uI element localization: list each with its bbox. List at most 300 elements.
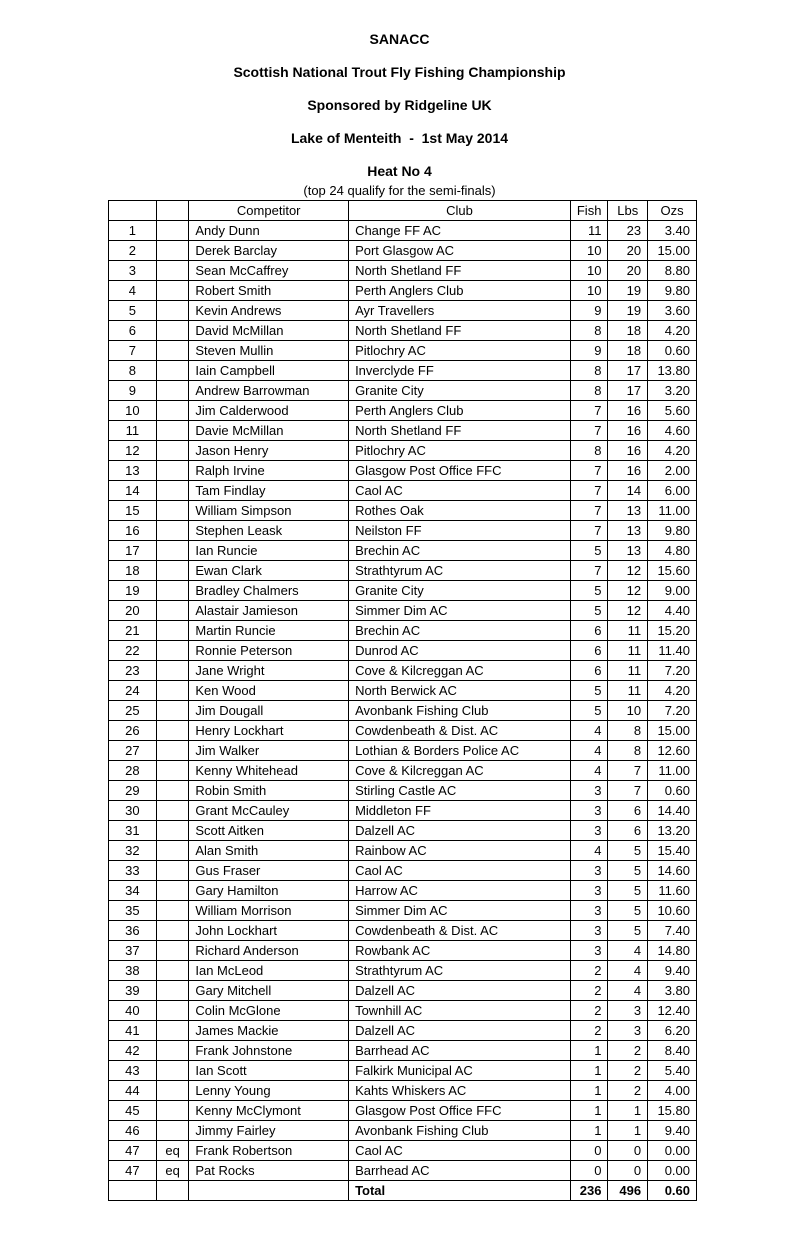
club-cell: Strathtyrum AC bbox=[349, 961, 571, 981]
tie-mark-cell bbox=[156, 841, 189, 861]
lbs-cell: 1 bbox=[608, 1101, 648, 1121]
competitor-cell: Scott Aitken bbox=[189, 821, 349, 841]
tie-mark-cell bbox=[156, 201, 189, 221]
fish-cell: 5 bbox=[570, 701, 608, 721]
lbs-cell: 10 bbox=[608, 701, 648, 721]
sponsor-line: Sponsored by Ridgeline UK bbox=[307, 97, 492, 113]
position-cell: 32 bbox=[109, 841, 157, 861]
table-row bbox=[109, 801, 697, 821]
lbs-cell: 16 bbox=[608, 421, 648, 441]
ozs-cell: 3.20 bbox=[648, 381, 697, 401]
tie-mark-cell bbox=[156, 561, 189, 581]
tie-mark-cell bbox=[156, 621, 189, 641]
table-row bbox=[109, 421, 697, 441]
lbs-cell: 5 bbox=[608, 901, 648, 921]
club-cell: Townhill AC bbox=[349, 1001, 571, 1021]
lbs-cell: 16 bbox=[608, 401, 648, 421]
position-cell bbox=[109, 201, 157, 221]
lbs-cell: 4 bbox=[608, 961, 648, 981]
competitor-cell: David McMillan bbox=[189, 321, 349, 341]
club-cell: Perth Anglers Club bbox=[349, 281, 571, 301]
club-cell: Avonbank Fishing Club bbox=[349, 701, 571, 721]
position-cell: 21 bbox=[109, 621, 157, 641]
competitor-cell: Derek Barclay bbox=[189, 241, 349, 261]
tie-mark-cell: eq bbox=[156, 1161, 189, 1181]
ozs-cell: 4.20 bbox=[648, 681, 697, 701]
table-row bbox=[109, 1001, 697, 1021]
position-cell: 4 bbox=[109, 281, 157, 301]
position-cell: 8 bbox=[109, 361, 157, 381]
tie-mark-cell bbox=[156, 301, 189, 321]
championship-title: Scottish National Trout Fly Fishing Championship bbox=[233, 64, 566, 80]
fish-cell: 8 bbox=[570, 361, 608, 381]
competitor-cell: Jane Wright bbox=[189, 661, 349, 681]
tie-mark-cell bbox=[156, 641, 189, 661]
competitor-cell bbox=[189, 1181, 349, 1201]
position-cell: 38 bbox=[109, 961, 157, 981]
ozs-cell: 15.40 bbox=[648, 841, 697, 861]
position-cell: 9 bbox=[109, 381, 157, 401]
position-cell: 15 bbox=[109, 501, 157, 521]
fish-cell: 3 bbox=[570, 941, 608, 961]
table-row bbox=[109, 861, 697, 881]
club-cell: Lothian & Borders Police AC bbox=[349, 741, 571, 761]
lbs-cell: 11 bbox=[608, 621, 648, 641]
tie-mark-cell bbox=[156, 281, 189, 301]
club-cell: Cove & Kilcreggan AC bbox=[349, 761, 571, 781]
ozs-cell: 9.00 bbox=[648, 581, 697, 601]
lbs-cell: 11 bbox=[608, 661, 648, 681]
fish-cell: 7 bbox=[570, 461, 608, 481]
ozs-cell: 4.60 bbox=[648, 421, 697, 441]
competitor-cell: James Mackie bbox=[189, 1021, 349, 1041]
ozs-cell: 0.60 bbox=[648, 1181, 697, 1201]
table-row bbox=[109, 301, 697, 321]
position-cell: 6 bbox=[109, 321, 157, 341]
ozs-cell: 15.20 bbox=[648, 621, 697, 641]
ozs-cell: 3.60 bbox=[648, 301, 697, 321]
lbs-cell: 0 bbox=[608, 1141, 648, 1161]
fish-cell: 6 bbox=[570, 661, 608, 681]
lbs-cell: 11 bbox=[608, 681, 648, 701]
table-row bbox=[109, 401, 697, 421]
lbs-cell: 6 bbox=[608, 801, 648, 821]
position-cell: 26 bbox=[109, 721, 157, 741]
fish-cell: 4 bbox=[570, 741, 608, 761]
fish-cell: 7 bbox=[570, 501, 608, 521]
ozs-cell: 9.40 bbox=[648, 961, 697, 981]
position-cell: 1 bbox=[109, 221, 157, 241]
table-row bbox=[109, 761, 697, 781]
lbs-cell: 8 bbox=[608, 721, 648, 741]
table-row bbox=[109, 1161, 697, 1181]
table-row bbox=[109, 241, 697, 261]
position-cell: 13 bbox=[109, 461, 157, 481]
fish-cell: 4 bbox=[570, 841, 608, 861]
competitor-cell: Kenny Whitehead bbox=[189, 761, 349, 781]
table-row bbox=[109, 481, 697, 501]
position-cell: 23 bbox=[109, 661, 157, 681]
tie-mark-cell bbox=[156, 941, 189, 961]
lbs-cell: 20 bbox=[608, 241, 648, 261]
competitor-cell: Martin Runcie bbox=[189, 621, 349, 641]
tie-mark-cell bbox=[156, 441, 189, 461]
lbs-cell: 23 bbox=[608, 221, 648, 241]
fish-cell: 5 bbox=[570, 601, 608, 621]
competitor-cell: Andy Dunn bbox=[189, 221, 349, 241]
table-row bbox=[109, 1081, 697, 1101]
ozs-cell: 15.00 bbox=[648, 721, 697, 741]
fish-cell: 2 bbox=[570, 961, 608, 981]
competitor-cell: Gary Hamilton bbox=[189, 881, 349, 901]
fish-cell: 7 bbox=[570, 401, 608, 421]
tie-mark-cell bbox=[156, 921, 189, 941]
club-cell: Neilston FF bbox=[349, 521, 571, 541]
ozs-cell: 14.80 bbox=[648, 941, 697, 961]
fish-cell: 236 bbox=[570, 1181, 608, 1201]
tie-mark-cell bbox=[156, 1021, 189, 1041]
lbs-cell: 4 bbox=[608, 981, 648, 1001]
table-row bbox=[109, 461, 697, 481]
fish-cell: 7 bbox=[570, 421, 608, 441]
table-row bbox=[109, 281, 697, 301]
fish-cell: 7 bbox=[570, 481, 608, 501]
position-cell: 31 bbox=[109, 821, 157, 841]
club-cell: Change FF AC bbox=[349, 221, 571, 241]
club-cell: Barrhead AC bbox=[349, 1041, 571, 1061]
ozs-cell: 7.20 bbox=[648, 661, 697, 681]
table-row bbox=[109, 981, 697, 1001]
club-cell: Cowdenbeath & Dist. AC bbox=[349, 921, 571, 941]
tie-mark-cell bbox=[156, 541, 189, 561]
competitor-cell: Andrew Barrowman bbox=[189, 381, 349, 401]
tie-mark-cell bbox=[156, 781, 189, 801]
fish-cell: 8 bbox=[570, 381, 608, 401]
position-cell: 25 bbox=[109, 701, 157, 721]
lbs-cell: 12 bbox=[608, 581, 648, 601]
lbs-cell: 7 bbox=[608, 781, 648, 801]
competitor-cell: Tam Findlay bbox=[189, 481, 349, 501]
lbs-cell: 11 bbox=[608, 641, 648, 661]
competitor-cell: Kenny McClymont bbox=[189, 1101, 349, 1121]
club-cell: Kahts Whiskers AC bbox=[349, 1081, 571, 1101]
competitor-cell: Alastair Jamieson bbox=[189, 601, 349, 621]
ozs-cell: 4.20 bbox=[648, 441, 697, 461]
fish-cell: 10 bbox=[570, 281, 608, 301]
club-cell: Club bbox=[349, 201, 571, 221]
position-cell: 33 bbox=[109, 861, 157, 881]
club-cell: Harrow AC bbox=[349, 881, 571, 901]
table-row bbox=[109, 261, 697, 281]
ozs-cell: 6.00 bbox=[648, 481, 697, 501]
club-cell: Rowbank AC bbox=[349, 941, 571, 961]
table-row bbox=[109, 781, 697, 801]
club-cell: Pitlochry AC bbox=[349, 341, 571, 361]
fish-cell: 6 bbox=[570, 641, 608, 661]
club-cell: Strathtyrum AC bbox=[349, 561, 571, 581]
position-cell: 20 bbox=[109, 601, 157, 621]
tie-mark-cell bbox=[156, 521, 189, 541]
table-row bbox=[109, 601, 697, 621]
position-cell: 12 bbox=[109, 441, 157, 461]
ozs-cell: 11.60 bbox=[648, 881, 697, 901]
fish-cell: 7 bbox=[570, 521, 608, 541]
table-row bbox=[109, 681, 697, 701]
club-cell: Barrhead AC bbox=[349, 1161, 571, 1181]
tie-mark-cell bbox=[156, 481, 189, 501]
table-row bbox=[109, 941, 697, 961]
fish-cell: 3 bbox=[570, 901, 608, 921]
ozs-cell: 4.80 bbox=[648, 541, 697, 561]
lbs-cell: 18 bbox=[608, 321, 648, 341]
lbs-cell: 17 bbox=[608, 361, 648, 381]
competitor-cell: John Lockhart bbox=[189, 921, 349, 941]
table-row bbox=[109, 661, 697, 681]
competitor-cell: Richard Anderson bbox=[189, 941, 349, 961]
club-cell: Inverclyde FF bbox=[349, 361, 571, 381]
club-cell: Brechin AC bbox=[349, 541, 571, 561]
club-cell: Granite City bbox=[349, 381, 571, 401]
table-row bbox=[109, 381, 697, 401]
position-cell: 27 bbox=[109, 741, 157, 761]
position-cell: 34 bbox=[109, 881, 157, 901]
competitor-cell: Ian Runcie bbox=[189, 541, 349, 561]
position-cell: 35 bbox=[109, 901, 157, 921]
position-cell: 11 bbox=[109, 421, 157, 441]
fish-cell: 2 bbox=[570, 981, 608, 1001]
table-row bbox=[109, 701, 697, 721]
club-cell: Glasgow Post Office FFC bbox=[349, 1101, 571, 1121]
tie-mark-cell bbox=[156, 1181, 189, 1201]
fish-cell: 3 bbox=[570, 801, 608, 821]
fish-cell: 8 bbox=[570, 321, 608, 341]
club-cell: Dalzell AC bbox=[349, 981, 571, 1001]
club-cell: Caol AC bbox=[349, 481, 571, 501]
lbs-cell: 12 bbox=[608, 561, 648, 581]
position-cell: 17 bbox=[109, 541, 157, 561]
ozs-cell: 15.80 bbox=[648, 1101, 697, 1121]
lbs-cell: 6 bbox=[608, 821, 648, 841]
ozs-cell: 4.20 bbox=[648, 321, 697, 341]
competitor-cell: William Simpson bbox=[189, 501, 349, 521]
competitor-cell: Jason Henry bbox=[189, 441, 349, 461]
position-cell: 10 bbox=[109, 401, 157, 421]
lbs-cell: 496 bbox=[608, 1181, 648, 1201]
competitor-cell: Pat Rocks bbox=[189, 1161, 349, 1181]
position-cell: 14 bbox=[109, 481, 157, 501]
position-cell: 16 bbox=[109, 521, 157, 541]
position-cell: 5 bbox=[109, 301, 157, 321]
lbs-cell: 1 bbox=[608, 1121, 648, 1141]
lbs-cell: 5 bbox=[608, 881, 648, 901]
club-cell: Simmer Dim AC bbox=[349, 901, 571, 921]
ozs-cell: Ozs bbox=[648, 201, 697, 221]
tie-mark-cell bbox=[156, 601, 189, 621]
ozs-cell: 9.80 bbox=[648, 521, 697, 541]
lbs-cell: 8 bbox=[608, 741, 648, 761]
position-cell: 40 bbox=[109, 1001, 157, 1021]
tie-mark-cell: eq bbox=[156, 1141, 189, 1161]
lbs-cell: 2 bbox=[608, 1081, 648, 1101]
competitor-cell: Steven Mullin bbox=[189, 341, 349, 361]
table-row bbox=[109, 641, 697, 661]
lbs-cell: 20 bbox=[608, 261, 648, 281]
fish-cell: 9 bbox=[570, 301, 608, 321]
qualification-note: (top 24 qualify for the semi-finals) bbox=[303, 183, 496, 198]
position-cell: 42 bbox=[109, 1041, 157, 1061]
tie-mark-cell bbox=[156, 861, 189, 881]
club-cell: Dalzell AC bbox=[349, 1021, 571, 1041]
tie-mark-cell bbox=[156, 881, 189, 901]
club-cell: Avonbank Fishing Club bbox=[349, 1121, 571, 1141]
ozs-cell: 5.60 bbox=[648, 401, 697, 421]
tie-mark-cell bbox=[156, 901, 189, 921]
lbs-cell: 18 bbox=[608, 341, 648, 361]
document-title: SANACC bbox=[369, 31, 430, 47]
ozs-cell: 12.40 bbox=[648, 1001, 697, 1021]
competitor-cell: Robert Smith bbox=[189, 281, 349, 301]
tie-mark-cell bbox=[156, 221, 189, 241]
tie-mark-cell bbox=[156, 421, 189, 441]
ozs-cell: 10.60 bbox=[648, 901, 697, 921]
lbs-cell: 16 bbox=[608, 461, 648, 481]
fish-cell: 3 bbox=[570, 921, 608, 941]
table-row bbox=[109, 521, 697, 541]
fish-cell: 4 bbox=[570, 721, 608, 741]
competitor-cell: Bradley Chalmers bbox=[189, 581, 349, 601]
lbs-cell: 0 bbox=[608, 1161, 648, 1181]
club-cell: Granite City bbox=[349, 581, 571, 601]
tie-mark-cell bbox=[156, 1001, 189, 1021]
club-cell: Caol AC bbox=[349, 1141, 571, 1161]
ozs-cell: 9.40 bbox=[648, 1121, 697, 1141]
lbs-cell: 2 bbox=[608, 1041, 648, 1061]
fish-cell: 8 bbox=[570, 441, 608, 461]
lbs-cell: 13 bbox=[608, 541, 648, 561]
tie-mark-cell bbox=[156, 821, 189, 841]
lbs-cell: 3 bbox=[608, 1021, 648, 1041]
fish-cell: 3 bbox=[570, 861, 608, 881]
ozs-cell: 8.80 bbox=[648, 261, 697, 281]
competitor-cell: Davie McMillan bbox=[189, 421, 349, 441]
club-cell: Glasgow Post Office FFC bbox=[349, 461, 571, 481]
tie-mark-cell bbox=[156, 321, 189, 341]
position-cell: 47 bbox=[109, 1161, 157, 1181]
table-row bbox=[109, 501, 697, 521]
fish-cell: 3 bbox=[570, 881, 608, 901]
ozs-cell: 13.80 bbox=[648, 361, 697, 381]
tie-mark-cell bbox=[156, 761, 189, 781]
tie-mark-cell bbox=[156, 1041, 189, 1061]
club-cell: Ayr Travellers bbox=[349, 301, 571, 321]
fish-cell: 1 bbox=[570, 1061, 608, 1081]
competitor-cell: Ian McLeod bbox=[189, 961, 349, 981]
fish-cell: 1 bbox=[570, 1121, 608, 1141]
ozs-cell: 5.40 bbox=[648, 1061, 697, 1081]
club-cell: Stirling Castle AC bbox=[349, 781, 571, 801]
tie-mark-cell bbox=[156, 701, 189, 721]
club-cell: North Shetland FF bbox=[349, 321, 571, 341]
competitor-cell: Jimmy Fairley bbox=[189, 1121, 349, 1141]
club-cell: Brechin AC bbox=[349, 621, 571, 641]
lbs-cell: 13 bbox=[608, 521, 648, 541]
tie-mark-cell bbox=[156, 501, 189, 521]
competitor-cell: Gus Fraser bbox=[189, 861, 349, 881]
club-cell: Total bbox=[349, 1181, 571, 1201]
table-row bbox=[109, 1021, 697, 1041]
position-cell: 2 bbox=[109, 241, 157, 261]
table-row bbox=[109, 721, 697, 741]
ozs-cell: 2.00 bbox=[648, 461, 697, 481]
lbs-cell: 5 bbox=[608, 841, 648, 861]
competitor-cell: Lenny Young bbox=[189, 1081, 349, 1101]
competitor-cell: Iain Campbell bbox=[189, 361, 349, 381]
tie-mark-cell bbox=[156, 1121, 189, 1141]
club-cell: North Shetland FF bbox=[349, 261, 571, 281]
competitor-cell: Stephen Leask bbox=[189, 521, 349, 541]
ozs-cell: 3.80 bbox=[648, 981, 697, 1001]
lbs-cell: 4 bbox=[608, 941, 648, 961]
table-row bbox=[109, 441, 697, 461]
table-row bbox=[109, 1061, 697, 1081]
club-cell: North Shetland FF bbox=[349, 421, 571, 441]
competitor-cell: Ralph Irvine bbox=[189, 461, 349, 481]
ozs-cell: 0.60 bbox=[648, 781, 697, 801]
fish-cell: 1 bbox=[570, 1081, 608, 1101]
fish-cell: 5 bbox=[570, 541, 608, 561]
club-cell: Cove & Kilcreggan AC bbox=[349, 661, 571, 681]
lbs-cell: 13 bbox=[608, 501, 648, 521]
position-cell: 24 bbox=[109, 681, 157, 701]
fish-cell: 6 bbox=[570, 621, 608, 641]
lbs-cell: 16 bbox=[608, 441, 648, 461]
ozs-cell: 11.00 bbox=[648, 761, 697, 781]
lbs-cell: 12 bbox=[608, 601, 648, 621]
ozs-cell: 3.40 bbox=[648, 221, 697, 241]
club-cell: Rothes Oak bbox=[349, 501, 571, 521]
fish-cell: 2 bbox=[570, 1021, 608, 1041]
tie-mark-cell bbox=[156, 681, 189, 701]
lbs-cell: 14 bbox=[608, 481, 648, 501]
tie-mark-cell bbox=[156, 401, 189, 421]
header-row bbox=[109, 201, 697, 221]
position-cell: 36 bbox=[109, 921, 157, 941]
position-cell: 41 bbox=[109, 1021, 157, 1041]
tie-mark-cell bbox=[156, 1101, 189, 1121]
fish-cell: 2 bbox=[570, 1001, 608, 1021]
club-cell: North Berwick AC bbox=[349, 681, 571, 701]
competitor-cell: Frank Robertson bbox=[189, 1141, 349, 1161]
position-cell: 47 bbox=[109, 1141, 157, 1161]
ozs-cell: 7.20 bbox=[648, 701, 697, 721]
total-row bbox=[109, 1181, 697, 1201]
club-cell: Port Glasgow AC bbox=[349, 241, 571, 261]
fish-cell: 10 bbox=[570, 261, 608, 281]
fish-cell: 7 bbox=[570, 561, 608, 581]
table-row bbox=[109, 541, 697, 561]
ozs-cell: 0.00 bbox=[648, 1161, 697, 1181]
fish-cell: 4 bbox=[570, 761, 608, 781]
ozs-cell: 0.60 bbox=[648, 341, 697, 361]
table-row bbox=[109, 221, 697, 241]
fish-cell: 11 bbox=[570, 221, 608, 241]
tie-mark-cell bbox=[156, 1081, 189, 1101]
competitor-cell: Jim Walker bbox=[189, 741, 349, 761]
ozs-cell: 8.40 bbox=[648, 1041, 697, 1061]
position-cell: 29 bbox=[109, 781, 157, 801]
tie-mark-cell bbox=[156, 1061, 189, 1081]
position-cell: 30 bbox=[109, 801, 157, 821]
